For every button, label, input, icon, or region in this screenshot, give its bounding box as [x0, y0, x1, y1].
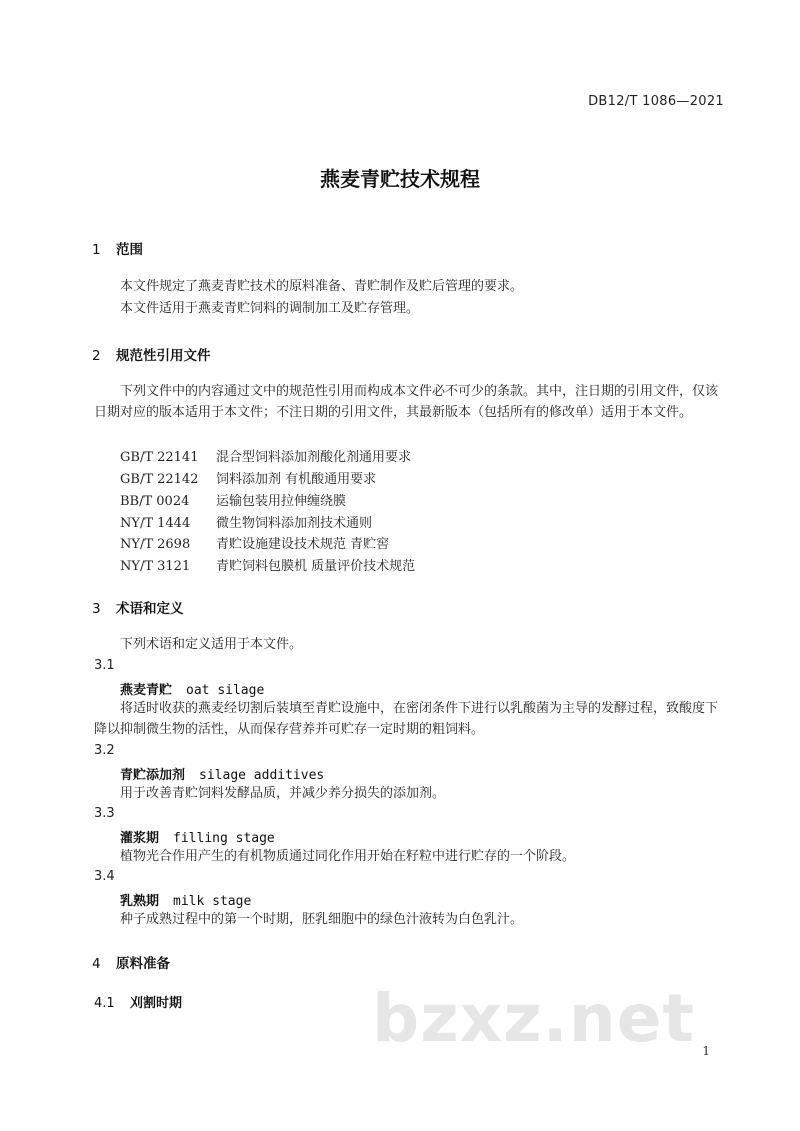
section-number: 2 — [92, 348, 101, 364]
term-en: milk stage — [173, 894, 252, 909]
term-en: silage additives — [199, 768, 325, 783]
reference-code: NY/T 1444 — [120, 516, 191, 531]
paragraph: 下列术语和定义适用于本文件。 — [120, 637, 303, 652]
term-zh: 青贮添加剂 — [120, 768, 186, 783]
section-3-heading — [92, 597, 184, 617]
reference-code: NY/T 3121 — [120, 559, 191, 574]
reference-item — [120, 555, 415, 574]
subsection-4-1-heading — [94, 992, 182, 1011]
reference-item — [120, 468, 376, 487]
section-title: 原料准备 — [116, 956, 170, 972]
term-name — [120, 764, 324, 783]
term-definition: 将适时收获的燕麦经切割后装填至青贮设施中，在密闭条件下进行以乳酸菌为主导的发酵过程，致酸度下降以抑制微生物的活性，从而保存营养并可贮存一定时期的粗饲料。 — [94, 701, 719, 737]
reference-code: NY/T 2698 — [120, 537, 191, 552]
term-number: 3.1 — [94, 658, 115, 673]
reference-item — [120, 512, 372, 531]
document-title: 燕麦青贮技术规程 — [320, 167, 480, 191]
standard-code: DB12/T 1086—2021 — [588, 94, 724, 109]
section-number: 1 — [92, 242, 101, 258]
term-name — [120, 827, 275, 846]
term-number: 3.2 — [94, 743, 115, 758]
reference-title: 微生物饲料添加剂技术通则 — [216, 516, 373, 531]
section-number: 3 — [92, 601, 101, 617]
watermark: bzxz.net — [372, 980, 696, 1057]
term-definition: 种子成熟过程中的第一个时期，胚乳细胞中的绿色汁液转为白色乳汁。 — [120, 912, 524, 927]
term-name — [120, 890, 251, 909]
reference-code: GB/T 22142 — [120, 472, 199, 487]
term-number: 3.3 — [94, 806, 115, 821]
section-4-heading — [92, 952, 170, 972]
paragraph: 下列文件中的内容通过文中的规范性引用而构成本文件必不可少的条款。其中，注日期的引用文件，仅该日期对应的版本适用于本文件；不注日期的引用文件，其最新版本（包括所有的修改单）适用于本文件。 — [94, 384, 719, 420]
reference-title: 混合型饲料添加剂酸化剂通用要求 — [216, 450, 412, 465]
term-zh: 灌浆期 — [120, 831, 160, 846]
reference-code: BB/T 0024 — [120, 494, 190, 509]
term-definition: 用于改善青贮饲料发酵品质，并减少养分损失的添加剂。 — [120, 786, 446, 801]
reference-title: 青贮设施建设技术规范 青贮窖 — [216, 537, 390, 552]
reference-title: 饲料添加剂 有机酸通用要求 — [216, 472, 377, 487]
reference-title: 青贮饲料包膜机 质量评价技术规范 — [216, 559, 416, 574]
term-en: oat silage — [186, 683, 265, 698]
term-en: filling stage — [173, 831, 275, 846]
reference-title: 运输包装用拉伸缠绕膜 — [216, 494, 347, 509]
paragraph: 本文件规定了燕麦青贮技术的原料准备、青贮制作及贮后管理的要求。 — [120, 279, 524, 294]
section-1-heading — [92, 238, 143, 258]
section-title: 规范性引用文件 — [116, 348, 211, 364]
term-zh: 燕麦青贮 — [120, 683, 173, 698]
reference-item — [120, 490, 346, 509]
term-number: 3.4 — [94, 869, 115, 884]
term-zh: 乳熟期 — [120, 894, 160, 909]
section-2-heading — [92, 344, 211, 364]
section-title: 范围 — [116, 242, 143, 258]
reference-item — [120, 446, 411, 465]
subsection-number: 4.1 — [94, 996, 115, 1011]
term-name — [120, 679, 264, 698]
section-title: 术语和定义 — [116, 601, 184, 617]
section-number: 4 — [92, 956, 101, 972]
paragraph: 本文件适用于燕麦青贮饲料的调制加工及贮存管理。 — [120, 301, 420, 316]
term-definition: 植物光合作用产生的有机物质通过同化作用开始在籽粒中进行贮存的一个阶段。 — [120, 849, 576, 864]
reference-item — [120, 533, 389, 552]
page-number: 1 — [702, 1044, 710, 1058]
reference-code: GB/T 22141 — [120, 450, 199, 465]
subsection-title: 刈割时期 — [130, 996, 183, 1011]
